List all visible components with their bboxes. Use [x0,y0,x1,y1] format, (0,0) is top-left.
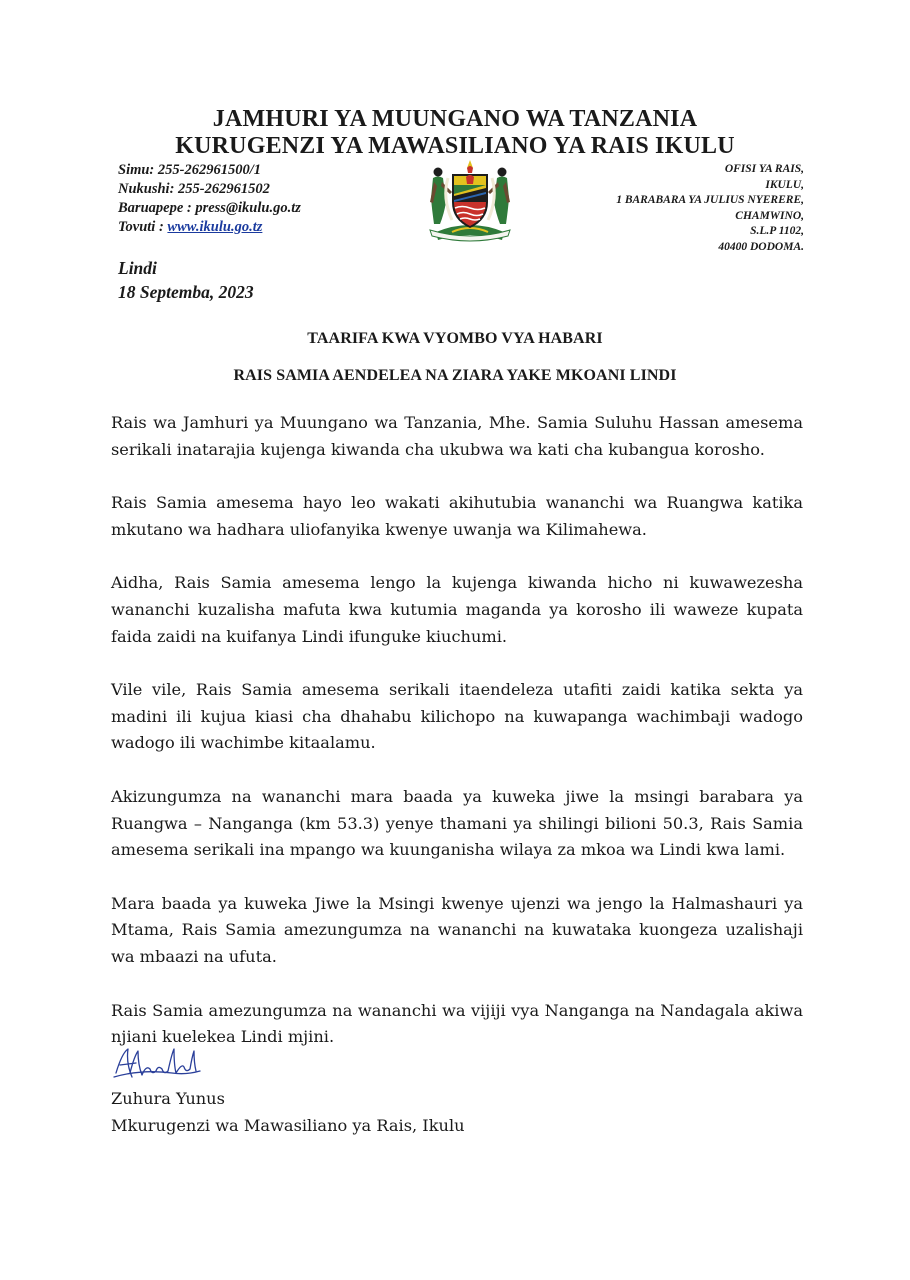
address-line4: CHAMWINO, [735,209,804,222]
address-line3: 1 BARABARA YA JULIUS NYERERE, [616,194,804,206]
signatory-name: Zuhura Yunus [111,1089,225,1108]
release-heading: TAARIFA KWA VYOMBO VYA HABARI [307,330,603,347]
address-line5: S.L.P 1102, [750,225,804,237]
place: Lindi [118,258,157,278]
paragraph: Vile vile, Rais Samia amesema serikali itaendeleza utafiti zaidi katika sekta ya madini ili kujua kiasi cha dhahabu kilichopo na kuwapanga wachimbaji wadogo wadogo ili wachimbe kitaalamu. [111,680,803,753]
signoff-block [111,1085,465,1139]
address-line1: OFISI YA RAIS, [724,163,804,175]
release-subject: RAIS SAMIA AENDELEA NA ZIARA YAKE MKOANI LINDI [233,367,677,384]
paragraph: Mara baada ya kuweka Jiwe la Msingi kwenye ujenzi wa jengo la Halmashauri ya Mtama, Rais Samia amezungumza na wananchi na kuwataka kuongeza uzalishaji wa mbaazi na ufuta. [111,893,803,966]
tanzania-coat-of-arms-icon [422,158,518,242]
release-body [111,410,803,1078]
address-line2: IKULU, [765,178,804,191]
letterhead-title-line1: JAMHURI YA MUUNGANO WA TANZANIA [212,106,698,132]
office-address [616,162,804,255]
paragraph: Rais wa Jamhuri ya Muungano wa Tanzania, Mhe. Samia Suluhu Hassan amesema serikali inatarajia kujenga kiwanda cha ukubwa wa kati cha kubangua korosho. [111,413,803,459]
paragraph: Aidha, Rais Samia amesema lengo la kujenga kiwanda hicho ni kuwawezesha wananchi kuzalisha mafuta kwa kutumia maganda ya korosho ili waweze kupata faida zaidi na kuifanya Lindi ifunguke kiuchumi. [111,573,803,646]
handwritten-signature-icon [112,1043,204,1087]
place-and-date [118,256,254,304]
email-address: Baruapepe : press@ikulu.go.tz [118,200,301,216]
signatory-title: Mkurugenzi wa Mawasiliano ya Rais, Ikulu [111,1116,465,1135]
website-label: Tovuti : [118,219,168,235]
contact-details-left [118,161,301,237]
address-line6: 40400 DODOMA. [718,240,804,253]
letterhead-title-line2: KURUGENZI YA MAWASILIANO YA RAIS IKULU [175,133,735,159]
paragraph: Akizungumza na wananchi mara baada ya kuweka jiwe la msingi barabara ya Ruangwa – Nanganga (km 53.3) yenye thamani ya shilingi bilioni 50.3, Rais Samia amesema serikali ina mpango wa kuunganisha wilaya za mkoa wa Lindi kwa lami. [111,786,803,860]
letterhead-title [0,106,910,160]
phone-number: Simu: 255-262961500/1 [118,162,261,178]
paragraph: Rais Samia amesema hayo leo wakati akihutubia wananchi wa Ruangwa katika mkutano wa hadhara uliofanyika kwenye uwanja wa Kilimahewa. [111,493,803,539]
date: 18 Septemba, 2023 [118,282,254,302]
fax-number: Nukushi: 255-262961502 [118,181,270,197]
website-link[interactable]: www.ikulu.go.tz [167,219,263,235]
website-line [118,218,301,237]
paragraph: Rais Samia amezungumza na wananchi wa vijiji vya Nanganga na Nandagala akiwa njiani kuelekea Lindi mjini. [111,1000,803,1047]
